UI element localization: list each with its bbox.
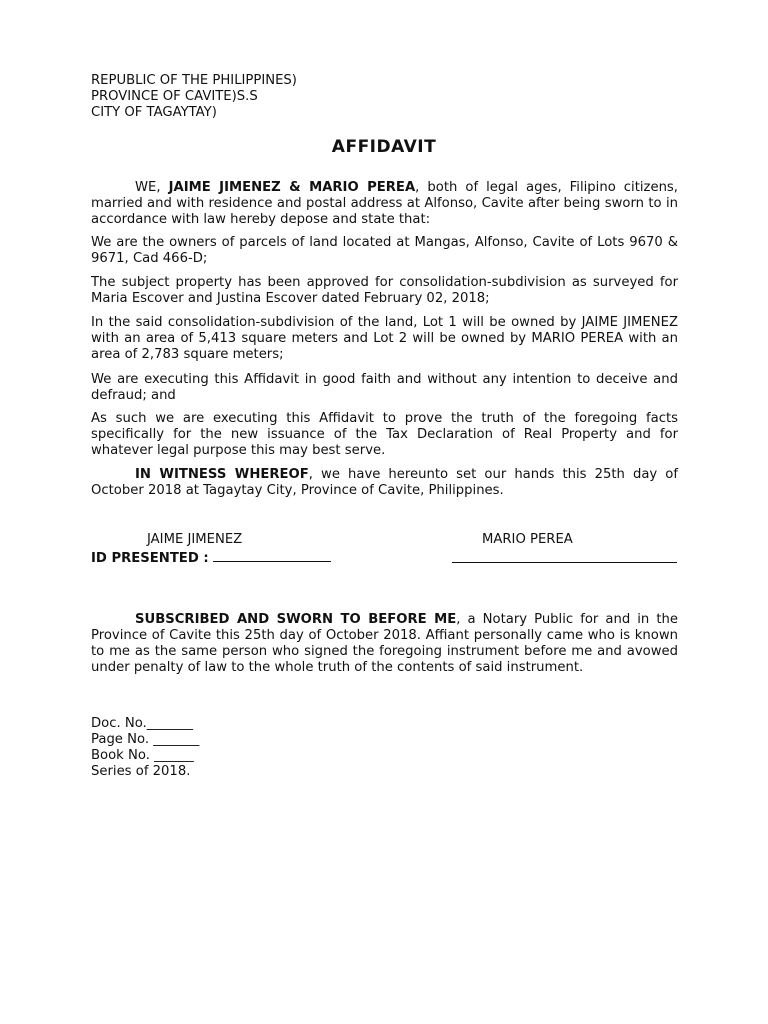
id-presented-label: ID PRESENTED : xyxy=(91,551,209,566)
registry-doc-no: Doc. No._______ xyxy=(91,716,193,731)
document-title: AFFIDAVIT xyxy=(331,137,437,157)
caption-province: PROVINCE OF CAVITE)S.S xyxy=(91,89,258,104)
paragraph-lot-allocation: In the said consolidation-subdivision of the land, Lot 1 will be owned by JAIME JIMENEZ with an area of 5,413 square meters and Lot 2 will be owned by MARIO PEREA with an area of 2,783 square meters; xyxy=(91,315,678,362)
jurat-rest: , a Notary Public for and in the Province of Cavite this 25th day of October 2018. Affiant personally came who is known to me as the same person who signed the foregoing instrument before me and avowed under penalty of law to the whole truth of the contents of said instrument. xyxy=(91,612,678,675)
id-presented-blank xyxy=(213,549,331,562)
id-presented-line xyxy=(91,549,331,567)
paragraph-ownership: We are the owners of parcels of land located at Mangas, Alfonso, Cavite of Lots 9670 & 9671, Cad 466-D; xyxy=(91,235,678,266)
paragraph-good-faith: We are executing this Affidavit in good faith and without any intention to deceive and defraud; and xyxy=(91,372,678,403)
intro-paragraph xyxy=(91,180,678,228)
venue-caption xyxy=(91,73,297,121)
jurat-lead: SUBSCRIBED AND SWORN TO BEFORE ME xyxy=(135,612,457,627)
intro-lead: WE, xyxy=(135,180,169,195)
signatory-right-name: MARIO PEREA xyxy=(482,532,573,547)
witness-lead: IN WITNESS WHEREOF xyxy=(135,467,309,482)
caption-city: CITY OF TAGAYTAY) xyxy=(91,105,217,120)
paragraph-purpose: As such we are executing this Affidavit to prove the truth of the foregoing facts specifically for the new issuance of the Tax Declaration of Real Property and for whatever legal purpose this may best serve. xyxy=(91,411,678,458)
witness-paragraph xyxy=(91,467,678,499)
notarial-registry xyxy=(91,716,199,780)
registry-page-no: Page No. _______ xyxy=(91,732,200,747)
witness-rest: , we have hereunto set our hands this 25th day of October 2018 at Tagaytay City, Province of Cavite, Philippines. xyxy=(91,467,679,498)
jurat-paragraph xyxy=(91,612,678,676)
signature-line-right xyxy=(452,562,677,563)
signatory-left-name: JAIME JIMENEZ xyxy=(147,532,243,547)
intro-rest: , both of legal ages, Filipino citizens, married and with residence and postal address at Alfonso, Cavite after being sworn to in accordance with law hereby depose and state that: xyxy=(91,180,678,227)
affiant-names: JAIME JIMENEZ & MARIO PEREA xyxy=(168,180,416,195)
caption-republic: REPUBLIC OF THE PHILIPPINES) xyxy=(91,73,297,88)
paragraph-approval: The subject property has been approved for consolidation-subdivision as surveyed for Maria Escover and Justina Escover dated February 02, 2018; xyxy=(91,275,678,306)
registry-book-no: Book No. ______ xyxy=(91,748,194,763)
registry-series: Series of 2018. xyxy=(91,764,191,779)
